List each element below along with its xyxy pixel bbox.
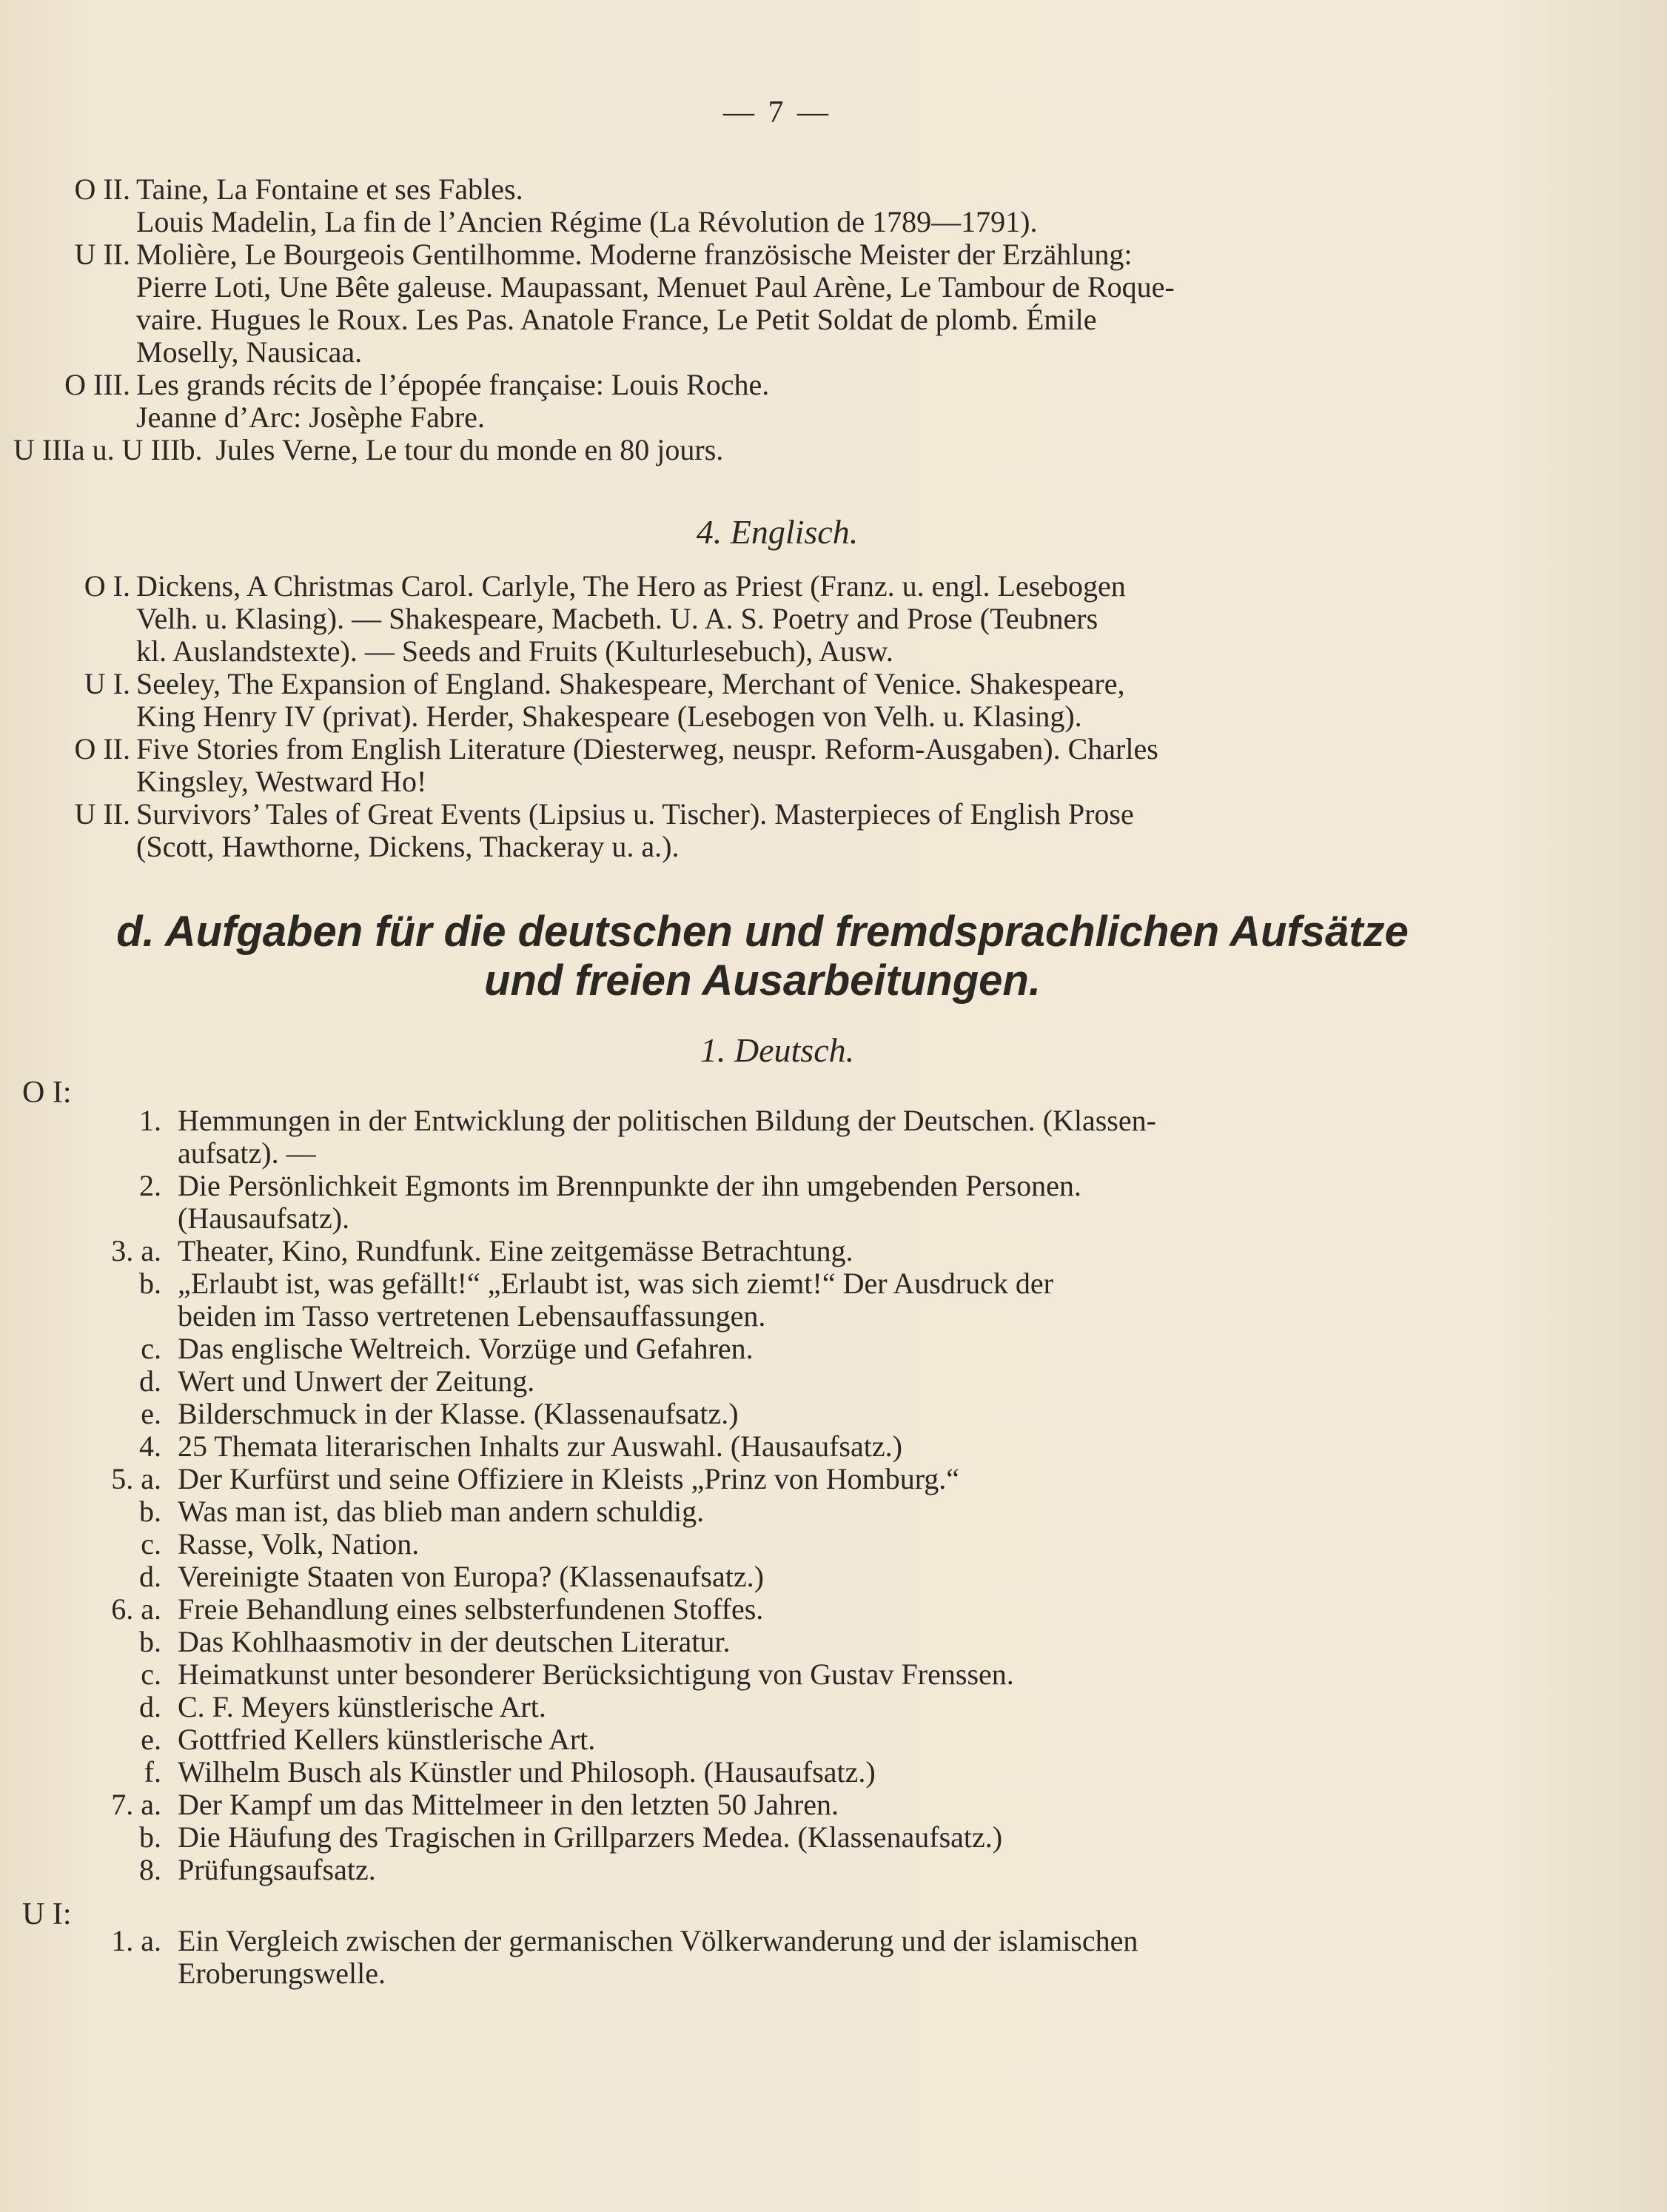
- entry-line: Survivors’ Tales of Great Events (Lipsius u. Tischer). Masterpieces of English Prose: [136, 797, 1134, 831]
- item-number: e.: [141, 1723, 161, 1756]
- item-line: Die Persönlichkeit Egmonts im Brennpunkte der ihn umgebenden Personen.: [178, 1169, 1081, 1202]
- item-line: C. F. Meyers künstlerische Art.: [178, 1690, 546, 1723]
- item-number: 4.: [139, 1430, 161, 1463]
- entry-line: Five Stories from English Literature (Diesterweg, neuspr. Reform-Ausgaben). Charles: [136, 732, 1158, 765]
- item-number: b.: [139, 1625, 161, 1658]
- oi-topic-list: [52, 1105, 1458, 1886]
- list-item: [52, 1691, 1458, 1723]
- list-item: [52, 1756, 1458, 1789]
- class-label: O II.: [74, 172, 130, 206]
- entry-line: Jules Verne, Le tour du monde en 80 jours.: [215, 433, 724, 466]
- list-item: [52, 1430, 1458, 1463]
- englisch-heading: 4. Englisch.: [696, 513, 859, 551]
- item-line: Vereinigte Staaten von Europa? (Klassenaufsatz.): [178, 1560, 764, 1593]
- item-line: 25 Themata literarischen Inhalts zur Auswahl. (Hausaufsatz.): [178, 1430, 902, 1463]
- list-item: [52, 1821, 1458, 1854]
- item-line: Prüfungsaufsatz.: [178, 1853, 376, 1886]
- list-item: [52, 1463, 1458, 1495]
- item-line: Das englische Weltreich. Vorzüge und Gefahren.: [178, 1332, 754, 1365]
- item-line: Rasse, Volk, Nation.: [178, 1527, 420, 1561]
- entry-oiii: [0, 369, 1667, 434]
- item-line: Eroberungswelle.: [178, 1957, 386, 1990]
- list-item: [52, 1528, 1458, 1561]
- item-number: b.: [139, 1820, 161, 1854]
- item-line: Bilderschmuck in der Klasse. (Klassenaufsatz.): [178, 1397, 739, 1430]
- entry-line: Pierre Loti, Une Bête galeuse. Maupassant, Menuet Paul Arène, Le Tambour de Roque-: [136, 270, 1175, 304]
- item-number: c.: [141, 1658, 161, 1691]
- deutsch-heading: 1. Deutsch.: [700, 1031, 855, 1069]
- item-number: d.: [139, 1364, 161, 1398]
- list-item: [52, 1854, 1458, 1886]
- class-label: O III.: [64, 368, 130, 401]
- item-line: aufsatz). —: [178, 1136, 316, 1170]
- item-number: 8.: [139, 1853, 161, 1886]
- item-number: d.: [139, 1560, 161, 1593]
- list-item: [52, 1925, 1458, 1990]
- entry-line: Louis Madelin, La fin de l’Ancien Régime (La Révolution de 1789—1791).: [136, 205, 1038, 238]
- item-number: 5. a.: [111, 1462, 161, 1495]
- entry-line: Velh. u. Klasing). — Shakespeare, Macbeth. U. A. S. Poetry and Prose (Teubners: [136, 602, 1099, 635]
- entry-oii-english: [0, 733, 1667, 798]
- item-number: d.: [139, 1690, 161, 1723]
- list-item: [52, 1723, 1458, 1756]
- item-number: b.: [139, 1495, 161, 1528]
- class-label: U IIIa u. U IIIb.: [13, 433, 203, 466]
- class-label: O I.: [84, 569, 130, 603]
- item-number: 3. a.: [111, 1234, 161, 1267]
- section-d-title-line: und freien Ausarbeitungen.: [484, 956, 1041, 1005]
- list-item: [52, 1593, 1458, 1626]
- item-number: 7. a.: [111, 1788, 161, 1821]
- entry-ui: [0, 668, 1667, 733]
- item-line: Gottfried Kellers künstlerische Art.: [178, 1723, 596, 1756]
- item-line: Freie Behandlung eines selbsterfundenen Stoffes.: [178, 1592, 764, 1626]
- item-line: (Hausaufsatz).: [178, 1201, 350, 1235]
- item-line: Hemmungen in der Entwicklung der politischen Bildung der Deutschen. (Klassen-: [178, 1104, 1156, 1137]
- page-number: — 7 —: [723, 95, 831, 130]
- entry-uii-english: [0, 798, 1667, 863]
- item-line: „Erlaubt ist, was gefällt!“ „Erlaubt ist, was sich ziemt!“ Der Ausdruck der: [178, 1267, 1053, 1300]
- list-item: [52, 1267, 1458, 1333]
- list-item: [52, 1495, 1458, 1528]
- section-d-title-line: d. Aufgaben für die deutschen und fremdsprachlichen Aufsätze: [116, 908, 1409, 956]
- item-line: Heimatkunst unter besonderer Berücksichtigung von Gustav Frenssen.: [178, 1658, 1014, 1691]
- list-item: [52, 1170, 1458, 1235]
- list-item: [52, 1626, 1458, 1658]
- list-item: [52, 1561, 1458, 1593]
- entry-line: Les grands récits de l’épopée française: Louis Roche.: [136, 368, 770, 401]
- entry-line: Taine, La Fontaine et ses Fables.: [136, 172, 523, 206]
- list-item: [52, 1398, 1458, 1430]
- entry-line: Jeanne d’Arc: Josèphe Fabre.: [136, 400, 485, 434]
- list-item: [52, 1365, 1458, 1398]
- item-number: f.: [144, 1755, 161, 1789]
- item-number: 1.: [139, 1104, 161, 1137]
- oi-label: O I:: [22, 1076, 72, 1110]
- list-item: [52, 1658, 1458, 1691]
- entry-line: Dickens, A Christmas Carol. Carlyle, The Hero as Priest (Franz. u. engl. Lesebogen: [136, 569, 1126, 603]
- entry-uii: [0, 238, 1667, 369]
- entry-line: Moselly, Nausicaa.: [136, 335, 363, 369]
- list-item: [52, 1105, 1458, 1170]
- item-number: c.: [141, 1527, 161, 1561]
- entry-line: King Henry IV (privat). Herder, Shakespeare (Lesebogen von Velh. u. Klasing).: [136, 700, 1082, 733]
- ui-label: U I:: [22, 1897, 72, 1931]
- entry-line: Kingsley, Westward Ho!: [136, 765, 427, 798]
- entry-line: vaire. Hugues le Roux. Les Pas. Anatole France, Le Petit Soldat de plomb. Émile: [136, 303, 1097, 336]
- class-label: U I.: [84, 667, 130, 700]
- item-line: Wert und Unwert der Zeitung.: [178, 1364, 535, 1398]
- class-label: U II.: [74, 797, 130, 831]
- class-label: O II.: [74, 732, 130, 765]
- item-line: beiden im Tasso vertretenen Lebensauffassungen.: [178, 1299, 766, 1333]
- item-number: e.: [141, 1397, 161, 1430]
- entry-oi: [0, 570, 1667, 668]
- entry-line: Seeley, The Expansion of England. Shakespeare, Merchant of Venice. Shakespeare,: [136, 667, 1125, 700]
- item-number: b.: [139, 1267, 161, 1300]
- french-reading-list: [0, 173, 1667, 466]
- entry-oii: [0, 173, 1667, 238]
- item-line: Theater, Kino, Rundfunk. Eine zeitgemässe Betrachtung.: [178, 1234, 853, 1267]
- item-line: Die Häufung des Tragischen in Grillparzers Medea. (Klassenaufsatz.): [178, 1820, 1003, 1854]
- entry-line: (Scott, Hawthorne, Dickens, Thackeray u. a.).: [136, 830, 680, 863]
- class-label: U II.: [74, 238, 130, 271]
- list-item: [52, 1235, 1458, 1267]
- item-line: Der Kurfürst und seine Offiziere in Kleists „Prinz von Homburg.“: [178, 1462, 960, 1495]
- item-number: 2.: [139, 1169, 161, 1202]
- item-line: Das Kohlhaasmotiv in der deutschen Literatur.: [178, 1625, 731, 1658]
- ui-topic-list: [52, 1925, 1458, 1990]
- item-number: 6. a.: [111, 1592, 161, 1626]
- entry-line: Molière, Le Bourgeois Gentilhomme. Moderne französische Meister der Erzählung:: [136, 238, 1133, 271]
- item-line: Der Kampf um das Mittelmeer in den letzten 50 Jahren.: [178, 1788, 839, 1821]
- section-d-title: [44, 908, 1480, 1005]
- item-line: Wilhelm Busch als Künstler und Philosoph. (Hausaufsatz.): [178, 1755, 876, 1789]
- item-number: c.: [141, 1332, 161, 1365]
- list-item: [52, 1333, 1458, 1365]
- item-line: Ein Vergleich zwischen der germanischen Völkerwanderung und der islamischen: [178, 1924, 1138, 1957]
- entry-uiii: [0, 434, 1667, 466]
- item-line: Was man ist, das blieb man andern schuldig.: [178, 1495, 705, 1528]
- item-number: 1. a.: [111, 1924, 161, 1957]
- entry-line: kl. Auslandstexte). — Seeds and Fruits (Kulturlesebuch), Ausw.: [136, 634, 893, 668]
- list-item: [52, 1789, 1458, 1821]
- english-reading-list: [0, 570, 1667, 863]
